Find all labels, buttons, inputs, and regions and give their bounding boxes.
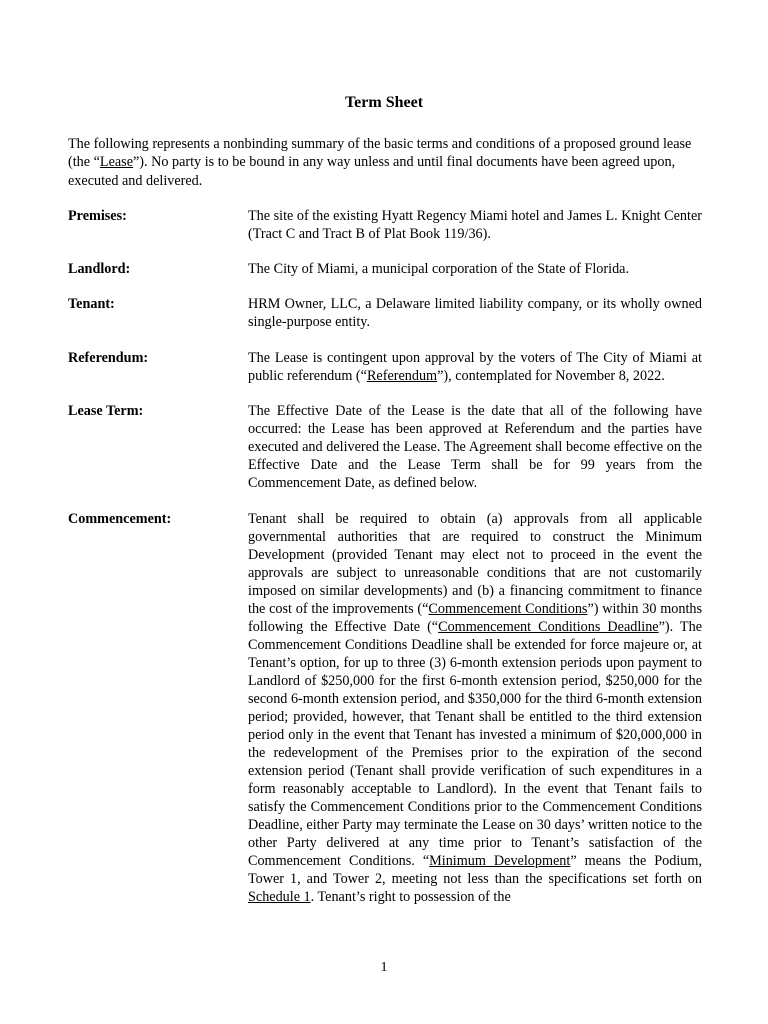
term-label-landlord: Landlord: <box>68 261 131 277</box>
term-text-premises: The site of the existing Hyatt Regency Miami hotel and James L. Knight Center (Tract C and Tract B of Plat Book 119/36). <box>248 208 702 242</box>
term-label-referendum: Referendum: <box>68 350 149 366</box>
term-text-lease-term: The Effective Date of the Lease is the date that all of the following have occurred: the Lease has been approved at Referendum and the parties have executed and delivered the Lease. The Agreement shall become effective on the Effective Date and the Lease Term shall be for 99 years from the Commencement Date, as defined below. <box>248 403 702 491</box>
term-text-referendum <box>248 349 702 385</box>
term-referendum <box>68 349 702 385</box>
term-lease-term <box>68 402 702 492</box>
defined-term-lease: Lease <box>99 154 133 171</box>
term-text-commencement <box>248 510 702 906</box>
term-landlord <box>68 260 702 278</box>
schedule-1-reference: Schedule 1 <box>248 889 311 905</box>
intro-text-2: ”). No party is to be bound in any way unless and until final documents have been agreed upon, executed and delivered. <box>68 154 676 189</box>
defined-term-commencement-conditions-deadline: Commencement Conditions Deadline <box>438 619 659 635</box>
term-label-lease-term: Lease Term: <box>68 403 144 419</box>
commencement-text-2: ”) within 30 months following the Effective Date (“ <box>248 601 703 635</box>
term-premises <box>68 207 702 243</box>
commencement-text-4: ” means the Podium, Tower 1, and Tower 2, meeting not less than the specifications set forth on <box>248 853 702 887</box>
intro-paragraph <box>68 135 700 190</box>
referendum-text-1: The Lease is contingent upon approval by the voters of The City of Miami at public referendum (“ <box>248 350 702 384</box>
term-tenant <box>68 295 702 331</box>
term-commencement <box>68 510 702 906</box>
commencement-text-1: Tenant shall be required to obtain (a) approvals from all applicable governmental authorities that are required to construct the Minimum Development (provided Tenant may elect not to proceed in the event the approvals are subject to unreasonable conditions that are not customarily imposed on similar developments) and (b) a financing commitment to finance the cost of the improvements (“ <box>248 511 702 617</box>
term-text-tenant: HRM Owner, LLC, a Delaware limited liability company, or its wholly owned single-purpose entity. <box>248 296 702 330</box>
page-number: 1 <box>380 960 388 975</box>
commencement-text-5: . Tenant’s right to possession of the <box>310 889 511 905</box>
page-title: Term Sheet <box>344 94 424 111</box>
intro-text-1: The following represents a nonbinding summary of the basic terms and conditions of a proposed ground lease (the “ <box>68 136 692 171</box>
defined-term-referendum: Referendum <box>366 368 438 384</box>
term-text-landlord: The City of Miami, a municipal corporation of the State of Florida. <box>248 261 630 277</box>
commencement-text-3: ”). The Commencement Conditions Deadline shall be extended for force majeure or, at Tenant’s option, for up to three (3) 6-month extension periods upon payment to Landlord of $250,000 for the first 6-month extension period, $250,000 for the second 6-month extension period, and $350,000 for the third 6-month extension period; provided, however, that Tenant shall be entitled to the third extension period only in the event that Tenant has invested a minimum of $20,000,000 in the redevelopment of the Premises prior to the expiration of the second extension period (Tenant shall provide verification of such expenditures in a form reasonably acceptable to Landlord). In the event that Tenant fails to satisfy the Commencement Conditions prior to the Commencement Conditions Deadline, either Party may terminate the Lease on 30 days’ written notice to the other Party delivered at any time prior to Tenant’s satisfaction of the Commencement Conditions. “ <box>248 619 702 869</box>
referendum-text-2: ”), contemplated for November 8, 2022. <box>437 368 665 384</box>
term-label-premises: Premises: <box>68 208 127 224</box>
defined-term-commencement-conditions: Commencement Conditions <box>428 601 588 617</box>
defined-term-minimum-development: Minimum Development <box>429 853 571 869</box>
term-label-commencement: Commencement: <box>68 511 172 527</box>
term-label-tenant: Tenant: <box>68 296 115 312</box>
